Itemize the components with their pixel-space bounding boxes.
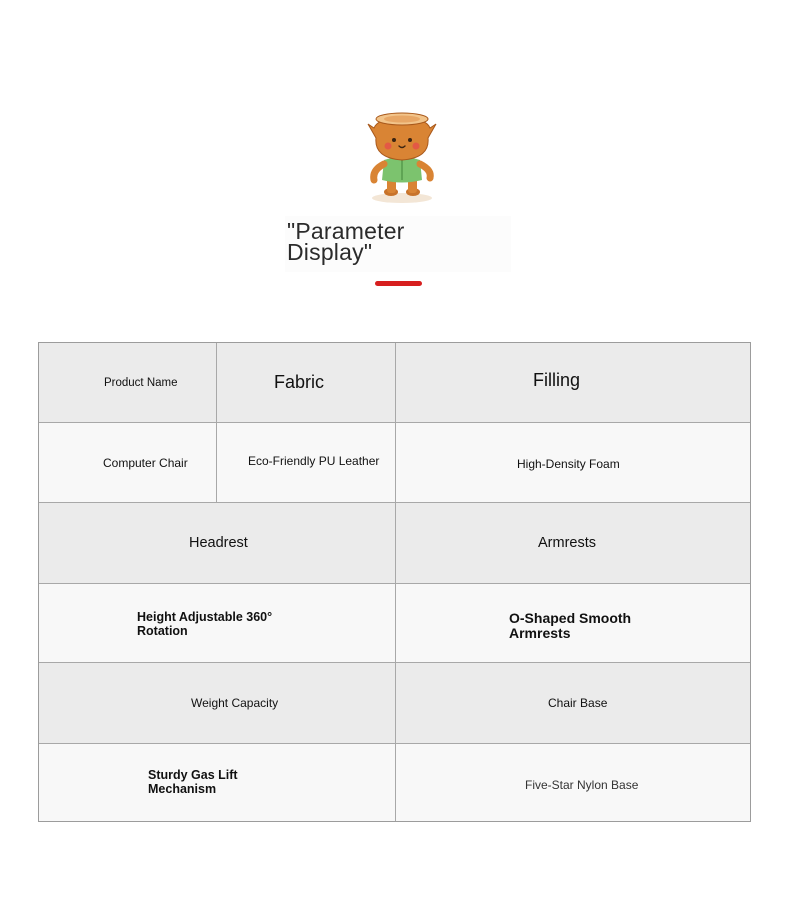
product-name-label: Product Name	[104, 377, 178, 389]
parameter-table	[38, 342, 751, 822]
weight-capacity-label: Weight Capacity	[191, 696, 279, 710]
page-title: "Parameter Display"	[287, 218, 405, 265]
headrest-label: Headrest	[189, 535, 248, 551]
column-divider	[216, 343, 217, 502]
product-name-value: Computer Chair	[103, 456, 188, 470]
title-underline-accent	[375, 281, 422, 286]
chair-base-label: Chair Base	[548, 696, 608, 710]
column-divider	[395, 343, 396, 821]
chair-base-value: Five-Star Nylon Base	[525, 778, 639, 792]
armrests-label: Armrests	[538, 535, 596, 551]
weight-capacity-value: Sturdy Gas Lift Mechanism	[148, 768, 238, 796]
fabric-value: Eco-Friendly PU Leather	[248, 454, 380, 468]
headrest-value: Height Adjustable 360° Rotation	[137, 610, 273, 638]
filling-label: Filling	[533, 370, 581, 390]
filling-value: High-Density Foam	[517, 457, 620, 471]
fabric-label: Fabric	[274, 372, 325, 392]
armrests-value: O-Shaped Smooth Armrests	[509, 610, 632, 641]
mascot-illustration	[362, 108, 442, 206]
